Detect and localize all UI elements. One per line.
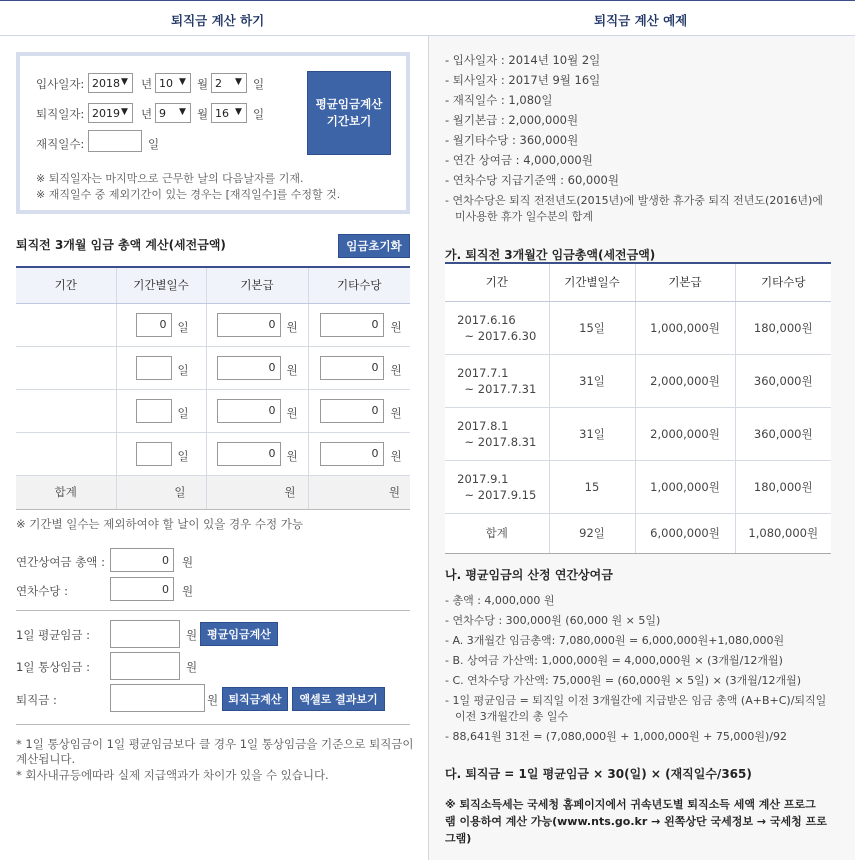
days-cell: 15 xyxy=(549,460,635,513)
won-unit: 원 xyxy=(390,319,402,334)
hire-month-select[interactable] xyxy=(155,73,191,93)
section-b-line: - 연차수당 : 300,000원 (60,000 원 × 5일) xyxy=(445,614,661,627)
hire-date-label: 입사일자: xyxy=(36,77,85,91)
note-retire-date: ※ 퇴직일자는 마지막으로 근무한 날의 다음날자를 기재. xyxy=(36,172,304,185)
excel-result-button[interactable]: 액셀로 결과보기 xyxy=(292,687,385,711)
month-unit: 월 xyxy=(197,107,209,121)
period-to: ~ 2017.6.30 xyxy=(464,328,537,343)
work-days-label: 재직일수: xyxy=(36,137,85,151)
sum-label: 합계 xyxy=(16,475,116,509)
leave-pay-unit: 원 xyxy=(182,584,194,598)
won-unit: 원 xyxy=(286,362,298,377)
info-line: - 연차수당은 퇴직 전전년도(2015년)에 발생한 휴가중 퇴직 전년도(2016년)에 xyxy=(445,194,823,207)
won-unit: 원 xyxy=(390,448,402,463)
avg-wage-output[interactable] xyxy=(110,620,180,648)
tax-note: ※ 퇴직소득세는 국세청 홈페이지에서 귀속년도별 퇴직소득 세액 계산 프로그 xyxy=(445,798,816,811)
year-unit: 년 xyxy=(141,77,153,91)
table-row xyxy=(445,460,831,513)
info-line: - 연간 상여금 : 4,000,000원 xyxy=(445,153,593,167)
hire-day-select[interactable] xyxy=(211,73,247,93)
section-b-calc: - 88,641원 31전 = (7,080,000원 + 1,000,000원 + 75,000원)/92 xyxy=(445,730,787,743)
section-b-avg: - 1일 평균임금 = 퇴직일 이전 3개월간에 지급받은 임금 총액 (A+B+C)/퇴직일 xyxy=(445,694,827,707)
info-line: - 퇴사일자 : 2017년 9월 16일 xyxy=(445,73,601,87)
section-b-avg: 이전 3개월간의 총 일수 xyxy=(455,710,569,723)
table-row xyxy=(16,346,410,389)
section-b-line: - C. 연차수당 가산액: 75,000원 = (60,000원 × 5일) × (3개월/12개월) xyxy=(445,674,802,687)
sum-days-unit: 일 xyxy=(116,475,206,509)
section-b-line: - A. 3개월간 임금총액: 7,080,000원 = 6,000,000원+1,080,000원 xyxy=(445,634,785,647)
days-input[interactable] xyxy=(136,399,172,423)
base-pay-cell: 1,000,000원 xyxy=(635,301,735,354)
period-cell xyxy=(16,303,116,346)
col-base-pay: 기본급 xyxy=(206,267,308,303)
chevron-down-icon: ▼ xyxy=(179,107,186,117)
table-row xyxy=(445,301,831,354)
work-days-input[interactable] xyxy=(88,130,142,152)
period-from: 2017.8.1 xyxy=(457,418,509,433)
info-line: - 연차수당 지급기준액 : 60,000원 xyxy=(445,173,619,187)
other-pay-cell: 360,000원 xyxy=(735,354,831,407)
col-other-pay: 기타수당 xyxy=(308,267,410,303)
other-pay-input[interactable] xyxy=(320,356,384,380)
bonus-label: 연간상여금 총액 : xyxy=(16,555,105,569)
tax-note: 램 이용하여 계산 가능(www.nts.go.kr → 왼쪽상단 국세정보 → 국세청 프로 xyxy=(445,815,827,828)
period-to: ~ 2017.9.15 xyxy=(464,487,537,502)
sum-row xyxy=(445,513,831,553)
won-unit: 원 xyxy=(286,319,298,334)
other-pay-cell: 180,000원 xyxy=(735,301,831,354)
base-pay-cell: 2,000,000원 xyxy=(635,354,735,407)
col-base-pay: 기본급 xyxy=(635,263,735,301)
example-table-title: 가. 퇴직전 3개월간 임금총액(세전금액) xyxy=(445,248,656,262)
divider xyxy=(16,610,410,611)
calc-avg-wage-button[interactable]: 평균임금계산 xyxy=(200,622,278,646)
retire-day-select[interactable] xyxy=(211,103,247,123)
days-input[interactable] xyxy=(136,442,172,466)
base-pay-input[interactable] xyxy=(217,442,281,466)
base-pay-input[interactable] xyxy=(217,399,281,423)
average-wage-period-button[interactable]: 평균임금계산 기간보기 xyxy=(307,71,391,155)
avg-wage-label: 1일 평균임금 : xyxy=(16,628,91,642)
sum-label: 합계 xyxy=(445,513,549,553)
won-unit: 원 xyxy=(390,362,402,377)
info-line: - 월기본급 : 2,000,000원 xyxy=(445,113,579,127)
normal-wage-input[interactable] xyxy=(110,652,180,680)
reset-wage-button[interactable]: 임금초기화 xyxy=(338,234,410,258)
divider xyxy=(16,724,410,725)
tax-note: 그램) xyxy=(445,832,472,845)
sum-days: 92일 xyxy=(549,513,635,553)
normal-wage-unit: 원 xyxy=(186,660,198,674)
chevron-down-icon: ▼ xyxy=(179,77,186,87)
period-to: ~ 2017.8.31 xyxy=(464,434,537,449)
footer-note-1: * 1일 통상임금이 1일 평균임금보다 클 경우 1일 통상임금을 기준으로 퇴직금이 xyxy=(16,737,414,751)
won-unit: 원 xyxy=(286,448,298,463)
other-pay-cell: 360,000원 xyxy=(735,407,831,460)
work-days-unit: 일 xyxy=(148,137,160,151)
severance-unit: 원 xyxy=(207,693,219,707)
right-panel-title: 퇴직금 계산 예제 xyxy=(594,13,688,28)
other-pay-input[interactable] xyxy=(320,313,384,337)
wage-input-table xyxy=(16,266,410,510)
period-from: 2017.6.16 xyxy=(457,312,516,327)
left-panel-title: 퇴직금 계산 하기 xyxy=(171,13,265,28)
avg-wage-unit: 원 xyxy=(186,628,198,642)
col-period: 기간 xyxy=(16,267,116,303)
note-work-days: ※ 재직일수 중 제외기간이 있는 경우는 [재직일수]를 수정할 것. xyxy=(36,188,341,201)
retire-date-label: 퇴직일자: xyxy=(36,107,85,121)
days-input[interactable] xyxy=(136,356,172,380)
leave-pay-label: 연차수당 : xyxy=(16,584,68,598)
chevron-down-icon: ▼ xyxy=(235,77,242,87)
period-to: ~ 2017.7.31 xyxy=(464,381,537,396)
info-line: - 월기타수당 : 360,000원 xyxy=(445,133,579,147)
section-b-line: - 총액 : 4,000,000 원 xyxy=(445,594,555,607)
days-cell: 31일 xyxy=(549,354,635,407)
won-unit: 원 xyxy=(286,405,298,420)
day-unit: 일 xyxy=(177,319,189,334)
bonus-unit: 원 xyxy=(182,555,194,569)
period-cell xyxy=(16,346,116,389)
day-unit: 일 xyxy=(253,107,265,121)
period-cell xyxy=(16,389,116,432)
period-from: 2017.7.1 xyxy=(457,365,509,380)
footer-note-2: * 회사내규등에따라 실제 지급액과가 차이가 있을 수 있습니다. xyxy=(16,768,329,782)
col-period: 기간 xyxy=(445,263,549,301)
severance-output[interactable] xyxy=(110,684,205,712)
base-pay-input[interactable] xyxy=(217,356,281,380)
severance-label: 퇴직금 : xyxy=(16,693,57,707)
wage-section-title: 퇴직전 3개월 임금 총액 계산(세전금액) xyxy=(16,238,226,252)
sum-other: 1,080,000원 xyxy=(735,513,831,553)
days-cell: 15일 xyxy=(549,301,635,354)
section-b-line: - B. 상여금 가산액: 1,000,000원 = 4,000,000원 × (3개월/12개월) xyxy=(445,654,783,667)
calculator-panel xyxy=(0,36,428,860)
info-line: 미사용한 휴가 일수분의 합계 xyxy=(455,210,594,223)
footer-note-1b: 계산됩니다. xyxy=(16,752,76,766)
example-wage-table xyxy=(445,262,831,554)
won-unit: 원 xyxy=(390,405,402,420)
section-c-formula: 다. 퇴직금 = 1일 평균임금 × 30(일) × (재직일수/365) xyxy=(445,767,752,781)
table-row xyxy=(16,389,410,432)
calc-severance-button[interactable]: 퇴직금계산 xyxy=(222,687,288,711)
chevron-down-icon: ▼ xyxy=(121,107,128,117)
leave-pay-input[interactable] xyxy=(110,577,174,601)
sum-row xyxy=(16,475,410,509)
wage-days-note: ※ 기간별 일수는 제외하여야 할 날이 있을 경우 수정 가능 xyxy=(16,517,303,531)
year-unit: 년 xyxy=(141,107,153,121)
col-days: 기간별일수 xyxy=(116,267,206,303)
day-unit: 일 xyxy=(253,77,265,91)
col-days: 기간별일수 xyxy=(549,263,635,301)
retire-year-select[interactable] xyxy=(88,103,133,123)
other-pay-input[interactable] xyxy=(320,442,384,466)
days-cell: 31일 xyxy=(549,407,635,460)
table-row xyxy=(16,432,410,475)
info-line: - 입사일자 : 2014년 10월 2일 xyxy=(445,53,601,67)
table-row xyxy=(445,407,831,460)
date-input-box xyxy=(16,52,410,214)
days-input[interactable] xyxy=(136,313,172,337)
example-panel xyxy=(428,36,855,860)
chevron-down-icon: ▼ xyxy=(235,107,242,117)
sum-base-unit: 원 xyxy=(206,475,308,509)
col-other-pay: 기타수당 xyxy=(735,263,831,301)
day-unit: 일 xyxy=(177,448,189,463)
period-cell xyxy=(16,432,116,475)
normal-wage-label: 1일 통상임금 : xyxy=(16,660,91,674)
month-unit: 월 xyxy=(197,77,209,91)
base-pay-input[interactable] xyxy=(217,313,281,337)
day-unit: 일 xyxy=(177,362,189,377)
other-pay-cell: 180,000원 xyxy=(735,460,831,513)
period-from: 2017.9.1 xyxy=(457,471,509,486)
sum-base: 6,000,000원 xyxy=(635,513,735,553)
bonus-input[interactable] xyxy=(110,548,174,572)
table-row xyxy=(445,354,831,407)
sum-other-unit: 원 xyxy=(308,475,410,509)
section-b-title: 나. 평균임금의 산정 연간상여금 xyxy=(445,568,613,582)
info-line: - 재직일수 : 1,080일 xyxy=(445,93,553,107)
day-unit: 일 xyxy=(177,405,189,420)
base-pay-cell: 2,000,000원 xyxy=(635,407,735,460)
table-row xyxy=(16,303,410,346)
hire-year-select[interactable] xyxy=(88,73,133,93)
chevron-down-icon: ▼ xyxy=(121,77,128,87)
retire-month-select[interactable] xyxy=(155,103,191,123)
other-pay-input[interactable] xyxy=(320,399,384,423)
base-pay-cell: 1,000,000원 xyxy=(635,460,735,513)
page-header xyxy=(0,0,855,36)
